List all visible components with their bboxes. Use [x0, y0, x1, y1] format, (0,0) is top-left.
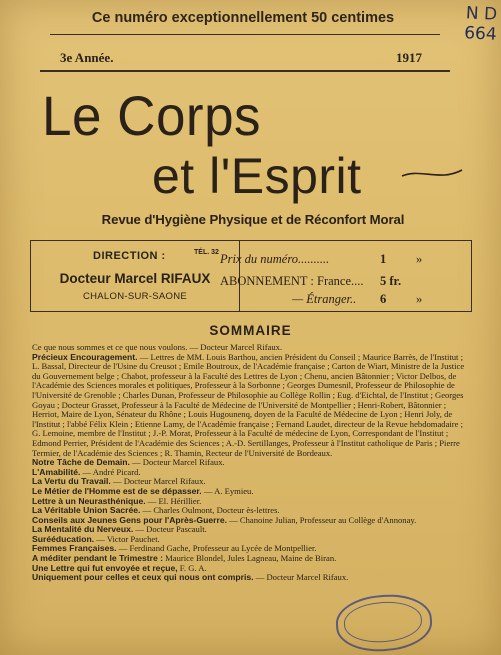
toc-entry-title: La Mentalité du Nerveux. — [32, 524, 134, 535]
price-label: ABONNEMENT : France.... — [220, 274, 364, 288]
toc-entry-title: La Véritable Union Sacrée. — [32, 505, 141, 516]
toc-entry-description: — Lettres de MM. Louis Barthou, ancien Président du Conseil ; Maurice Barrès, de l'Institut ; L. Bassal, Directeur de l'Usine du Creusot ; Emile Boutroux, de l'Académie française ; Carton de Wiart, Ministre de la Justice du Gouvernement belge ; Chabot, professeur à la Faculté des Lettres de Lyon ; Chenu, ancien Bâtonnier ; Victor Delbos, de l'Académie des Sciences morales et politiques, Professeur à la Sorbonne ; Georges Dumesnil, Professeur de Philosophie de l'Université de Grenoble ; Charles Dunan, Professeur de Philosophie au Collège Rollin ; Eug. d'Eichtal, de l'Institut ; Georges Goyau ; Docteur Grasset, Professeur à la Faculté de Médecine de l'Université de Montpellier ; Henri-Robert, Bâtonnier ; Herriot, Maire de Lyon, Sénateur du Rhône ; Louis Hugounenq, doyen de la Faculté de Médecine de Lyon ; Henri Joly, de l'Institut ; l'abbé Félix Klein ; Etienne Lamy, de l'Académie française ; Fernand Laudet, directeur de la Revue hebdomadaire ; G. Lemoine, membre de l'Institut ; J.-P. Morat, Professeur à la Faculté de médecine de Lyon, Correspondant de l'Institut ; Edmond Perrier, Président de l'Académie des Sciences ; A.-D. Sertillanges, Professeur à l'Institut catholique de Paris ; Pierre Termier, de l'Académie des Sciences ; R. Thamin, Recteur de l'Université de Bordeaux. — [32, 351, 465, 458]
director-city: CHALON-SUR-SAONE — [82, 291, 188, 302]
direction-label: DIRECTION : — [93, 250, 166, 262]
price-single-issue — [220, 252, 423, 267]
price-value: 6 — [380, 292, 387, 306]
toc-entry-description: — Docteur Marcel Rifaux. — [110, 476, 206, 487]
toc-entry-title: Surééducation. — [32, 533, 95, 544]
toc-entry-title: Lettre à un Neurasthénique. — [32, 495, 146, 506]
toc-entry-description: Ce que nous sommes et ce que nous voulons. — Docteur Marcel Rifaux. — [32, 342, 283, 352]
toc-entry-description: — A. Eymieu. — [201, 485, 254, 496]
toc-entry-title: Notre Tâche de Demain. — [32, 457, 130, 468]
price-suffix: » — [416, 252, 423, 266]
toc-entry-description: Maurice Blondel, Jules Lagneau, Maine de Biran. — [163, 553, 337, 564]
toc-entry-description: — Docteur Marcel Rifaux. — [129, 457, 225, 468]
director-name: Docteur Marcel RIFAUX — [59, 271, 211, 286]
toc-entry-title: La Vertu du Travail. — [32, 476, 111, 487]
header-rule — [40, 70, 450, 72]
toc-entry-title: Femmes Françaises. — [32, 543, 117, 554]
price-label: — Étranger.. — [292, 292, 357, 306]
title-swash-ornament — [400, 162, 464, 186]
toc-entry-title: Le Métier de l'Homme est de se dépasser. — [32, 485, 202, 496]
toc-entry-title: A méditer pendant le Trimestre : — [32, 553, 164, 564]
toc-entry-description: — Victor Pauchet. — [94, 533, 160, 544]
toc-entry-title: Conseils aux Jeunes Gens pour l'Après-Guerre. — [32, 514, 227, 525]
toc-entry-title: Une Lettre qui fut envoyée et reçue, — [32, 562, 178, 573]
toc-entry-description: — Charles Oulmont, Docteur ès-lettres. — [140, 505, 280, 516]
top-rule — [50, 34, 440, 35]
toc-entry-description: — Ferdinand Gache, Professeur au Lycée de Montpellier. — [116, 543, 317, 554]
telephone: TÉL. 32 — [194, 249, 219, 256]
price-subscription-france — [220, 274, 402, 289]
shelfmark-line-2: 664 — [463, 23, 498, 45]
price-value: 5 fr. — [380, 274, 402, 288]
library-stamp — [334, 592, 434, 655]
contents-heading: SOMMAIRE — [209, 323, 292, 338]
stamp-inner-ring — [343, 599, 424, 644]
toc-entry-description: F. G. A. — [177, 562, 207, 573]
title-line-2: et l'Esprit — [152, 148, 362, 204]
subtitle: Revue d'Hygiène Physique et de Réconfort Moral — [101, 212, 405, 227]
price-notice: Ce numéro exceptionnellement 50 centimes — [91, 10, 395, 26]
volume-year: 3e Année. — [60, 50, 114, 65]
toc-entry-description: — Docteur Pascault. — [133, 524, 207, 535]
toc-entry-description: — Chanoine Julian, Professeur au Collège d'Annonay. — [227, 514, 417, 525]
table-of-contents — [32, 343, 472, 583]
toc-entry-title: Précieux Encouragement. — [32, 351, 138, 362]
toc-entry — [32, 353, 472, 459]
price-label: Prix du numéro.......... — [220, 252, 330, 266]
publication-year: 1917 — [396, 50, 422, 65]
shelfmark-line-1: N D — [465, 3, 498, 25]
toc-entry-description: — André Picard. — [80, 466, 141, 477]
toc-entry-description: — Docteur Marcel Rifaux. — [253, 572, 349, 583]
price-suffix: » — [416, 292, 423, 306]
title-line-1: Le Corps — [42, 85, 262, 148]
price-value: 1 — [380, 252, 387, 266]
toc-entry-title: L'Amabilité. — [32, 466, 81, 477]
handwritten-shelfmark — [462, 3, 500, 45]
toc-entry-description: — El. Hérillier. — [145, 495, 202, 506]
toc-entry — [32, 573, 472, 583]
toc-entry-title: Uniquement pour celles et ceux qui nous ont compris. — [32, 572, 254, 583]
price-subscription-abroad — [292, 292, 423, 307]
